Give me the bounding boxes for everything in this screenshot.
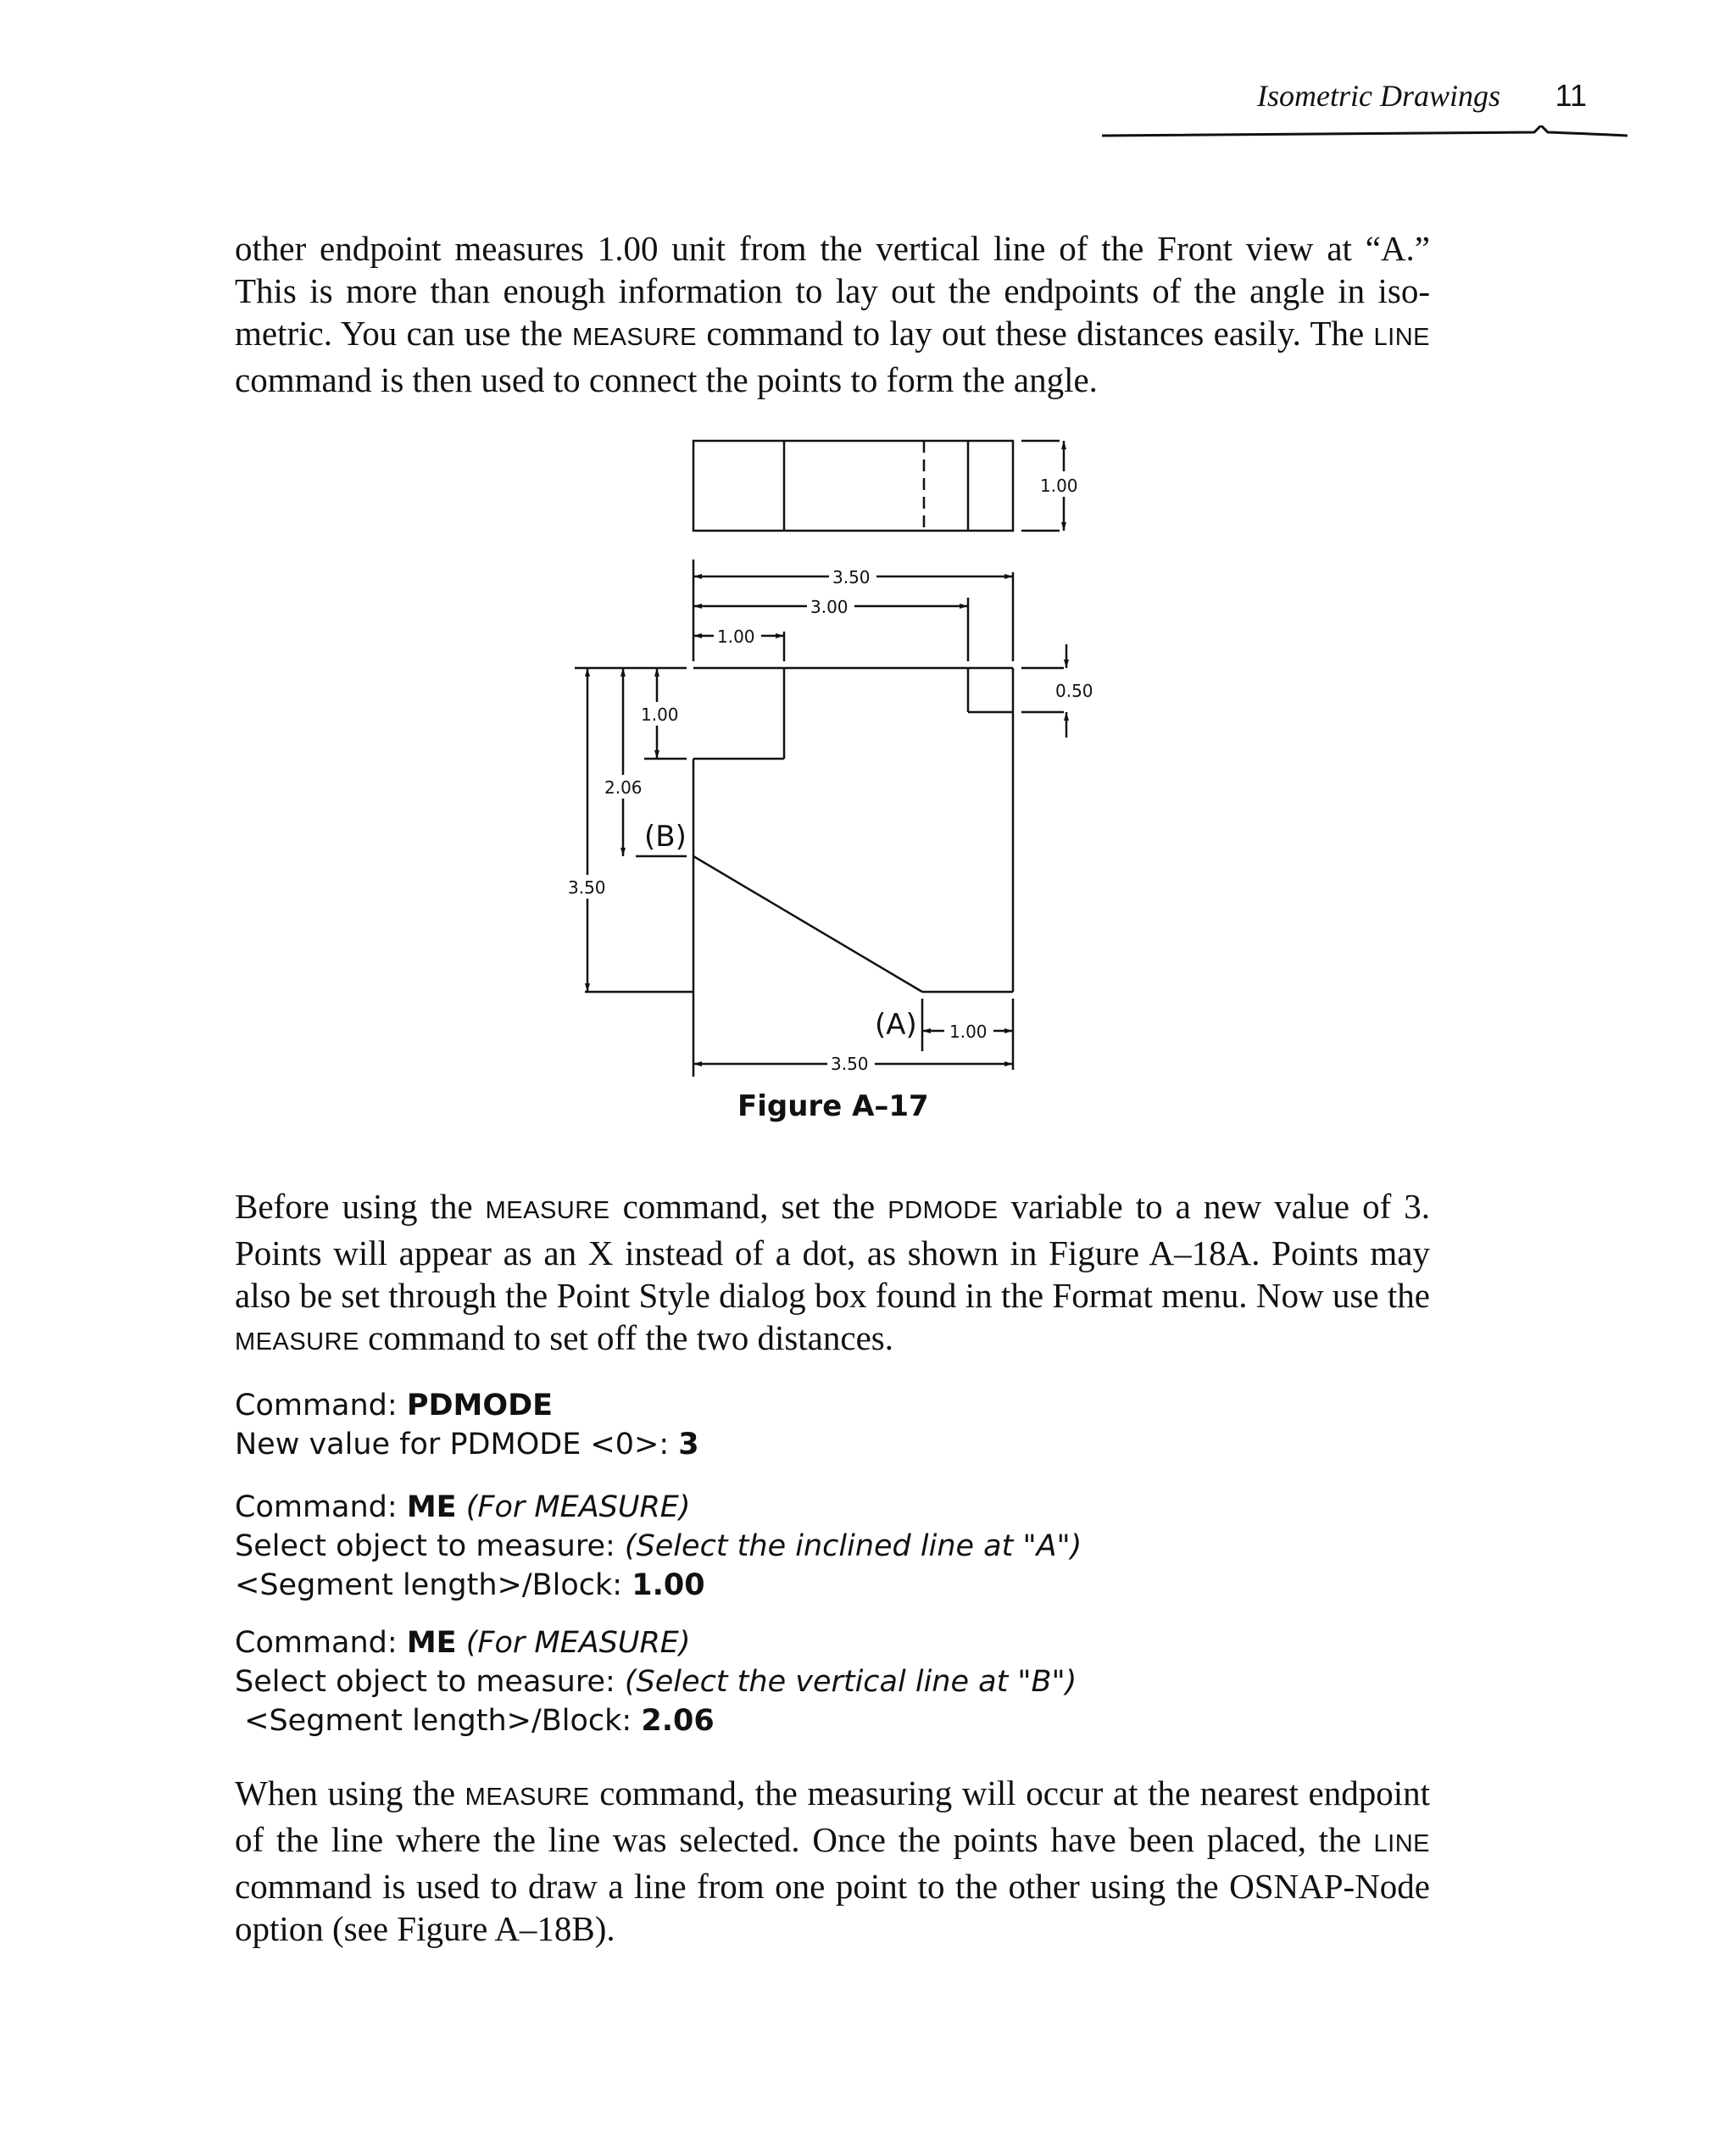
paragraph-text: command is used to draw a line from one point to the other using the OSNAP-Node option (see Figure A–18B).: [235, 1867, 1430, 1948]
label-b: (B): [644, 820, 687, 854]
figure-a17-drawing: [559, 432, 1136, 1077]
top-view-outline: [693, 441, 1013, 531]
paragraph-text: Before using the: [235, 1187, 486, 1226]
paragraph-text: command to lay out these distances easily. The: [697, 314, 1374, 353]
paragraph-text: command, set the: [609, 1187, 888, 1226]
command-block-measure-b: [235, 1623, 1077, 1740]
dim-bottom-100: 1.00: [949, 1022, 988, 1042]
page-number: 11: [1555, 78, 1587, 113]
paragraph-intro: [235, 227, 1430, 401]
command-name: MEASURE: [485, 1197, 610, 1224]
command-input: 1.00: [632, 1568, 705, 1602]
label-a: (A): [875, 1008, 917, 1042]
paragraph-text: other endpoint measures 1.00 unit from the vertical line of the Front view at “A.” This is more than enough information to lay out the endpoints of the angle in iso-metric. You can use the: [235, 229, 1430, 353]
command-name: MEASURE: [465, 1784, 590, 1811]
command-note: (Select the inclined line at "A"): [624, 1529, 1082, 1563]
dim-overall-width: 3.50: [832, 567, 871, 587]
command-input: ME: [406, 1626, 457, 1660]
command-block-measure-a: [235, 1488, 1082, 1605]
command-prompt: Command:: [235, 1490, 407, 1524]
command-input: ME: [406, 1490, 457, 1524]
paragraph-pdmode: [235, 1185, 1430, 1363]
command-note: (For MEASURE): [456, 1490, 691, 1524]
command-input: 3: [678, 1428, 699, 1461]
command-prompt: Select object to measure:: [235, 1665, 625, 1699]
command-input: 2.06: [641, 1704, 715, 1738]
paragraph-text: command is then used to connect the points to form the angle.: [235, 360, 1098, 399]
running-header: [1102, 78, 1628, 146]
command-note: (For MEASURE): [456, 1626, 691, 1660]
command-name: MEASURE: [572, 324, 698, 351]
header-rule: [1102, 125, 1628, 142]
command-name: LINE: [1373, 1830, 1430, 1857]
dim-top-height: 1.00: [1040, 476, 1078, 496]
dim-left-350: 3.50: [568, 877, 606, 898]
command-block-pdmode: [235, 1386, 699, 1464]
command-name: LINE: [1373, 324, 1430, 351]
command-prompt: Command:: [235, 1389, 407, 1422]
paragraph-text: variable to a new value of 3. Points will appear as an X instead of a dot, as shown in Figure A–18A. Points may also be set through the Point Style dialog box found in the Format menu. Now use the: [235, 1187, 1431, 1315]
paragraph-text: When using the: [235, 1773, 465, 1812]
paragraph-measure-note: [235, 1772, 1430, 1950]
dim-left-100: 1.00: [641, 704, 679, 725]
dim-width-300: 3.00: [810, 597, 849, 617]
command-note: (Select the vertical line at "B"): [624, 1665, 1077, 1699]
dim-notch-050: 0.50: [1055, 681, 1093, 701]
command-prompt: <Segment length>/Block:: [235, 1704, 642, 1738]
inclined-line: [693, 856, 922, 992]
command-name: MEASURE: [235, 1328, 359, 1356]
command-prompt: <Segment length>/Block:: [235, 1568, 632, 1602]
command-prompt: New value for PDMODE <0>:: [235, 1428, 679, 1461]
header-title: Isometric Drawings: [1257, 79, 1500, 113]
dim-width-100: 1.00: [717, 626, 755, 647]
command-prompt: Command:: [235, 1626, 407, 1660]
dim-left-206: 2.06: [604, 777, 643, 798]
command-name: PDMODE: [887, 1197, 999, 1224]
paragraph-text: command to set off the two distances.: [359, 1318, 893, 1357]
figure-caption: Figure A–17: [737, 1089, 929, 1123]
command-prompt: Select object to measure:: [235, 1529, 625, 1563]
dim-bottom-350: 3.50: [831, 1054, 869, 1074]
paragraph-text: command, the measuring will occur at the nearest endpoint of the line where the line was selected. Once the points have been placed, the: [235, 1773, 1430, 1859]
command-input: PDMODE: [406, 1389, 554, 1422]
